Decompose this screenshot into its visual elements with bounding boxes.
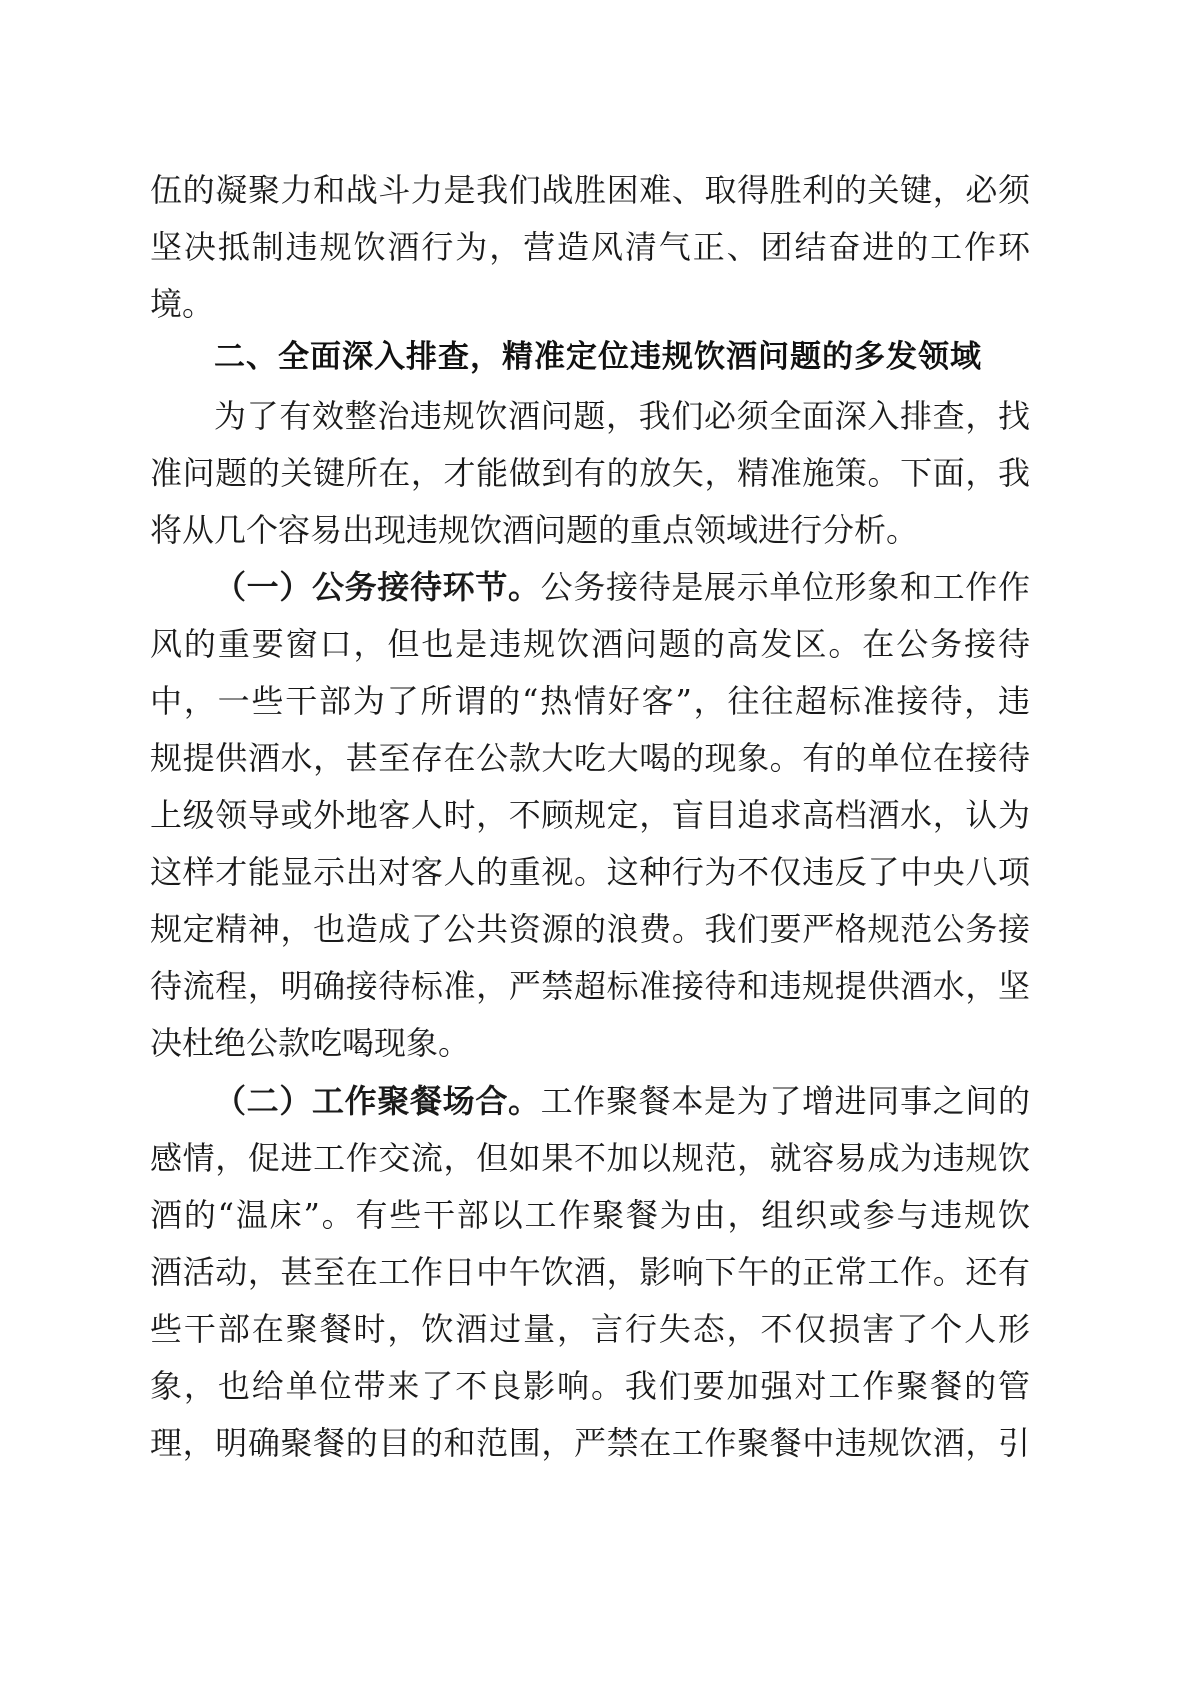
item-first-line	[214, 1081, 1030, 1121]
item-first-line-text: 公务接待是展示单位形象和工作作	[540, 568, 1030, 606]
body-text-line: 境。	[150, 285, 215, 323]
body-text-line: 规定精神，也造成了公共资源的浪费。我们要严格规范公务接	[150, 910, 1030, 948]
body-text-line: 酒的“温床”。有些干部以工作聚餐为由，组织或参与违规饮	[150, 1196, 1030, 1234]
body-text-line: 伍的凝聚力和战斗力是我们战胜困难、取得胜利的关键，必须	[150, 171, 1030, 209]
body-text-line: 将从几个容易出现违规饮酒问题的重点领域进行分析。	[150, 511, 919, 549]
body-text-line: 些干部在聚餐时，饮酒过量，言行失态，不仅损害了个人形	[150, 1310, 1030, 1348]
body-text-line: 为了有效整治违规饮酒问题，我们必须全面深入排查，找	[214, 397, 1030, 435]
body-text-line: 规提供酒水，甚至存在公款大吃大喝的现象。有的单位在接待	[150, 739, 1030, 777]
body-text-line: 准问题的关键所在，才能做到有的放矢，精准施策。下面，我	[150, 454, 1030, 492]
item-first-line-text: 工作聚餐本是为了增进同事之间的	[540, 1082, 1030, 1120]
section-heading: 二、全面深入排查，精准定位违规饮酒问题的多发领域	[214, 339, 982, 375]
item-first-line	[214, 567, 1030, 607]
item-sub-heading: （一）公务接待环节。	[214, 568, 541, 606]
body-text-line: 感情，促进工作交流，但如果不加以规范，就容易成为违规饮	[150, 1139, 1030, 1177]
body-text-line: 酒活动，甚至在工作日中午饮酒，影响下午的正常工作。还有	[150, 1253, 1030, 1291]
body-text-line: 决杜绝公款吃喝现象。	[150, 1024, 471, 1062]
body-text-line: 中，一些干部为了所谓的“热情好客”，往往超标准接待，违	[150, 682, 1030, 720]
body-text-line: 这样才能显示出对客人的重视。这种行为不仅违反了中央八项	[150, 853, 1030, 891]
body-text-line: 坚决抵制违规饮酒行为，营造风清气正、团结奋进的工作环	[150, 228, 1030, 266]
body-text-line: 理，明确聚餐的目的和范围，严禁在工作聚餐中违规饮酒，引	[150, 1424, 1030, 1462]
item-sub-heading: （二）工作聚餐场合。	[214, 1082, 541, 1120]
body-text-line: 象，也给单位带来了不良影响。我们要加强对工作聚餐的管	[150, 1367, 1030, 1405]
body-text-line: 上级领导或外地客人时，不顾规定，盲目追求高档酒水，认为	[150, 796, 1030, 834]
body-text-line: 待流程，明确接待标准，严禁超标准接待和违规提供酒水，坚	[150, 967, 1030, 1005]
body-text-line: 风的重要窗口，但也是违规饮酒问题的高发区。在公务接待	[150, 625, 1030, 663]
